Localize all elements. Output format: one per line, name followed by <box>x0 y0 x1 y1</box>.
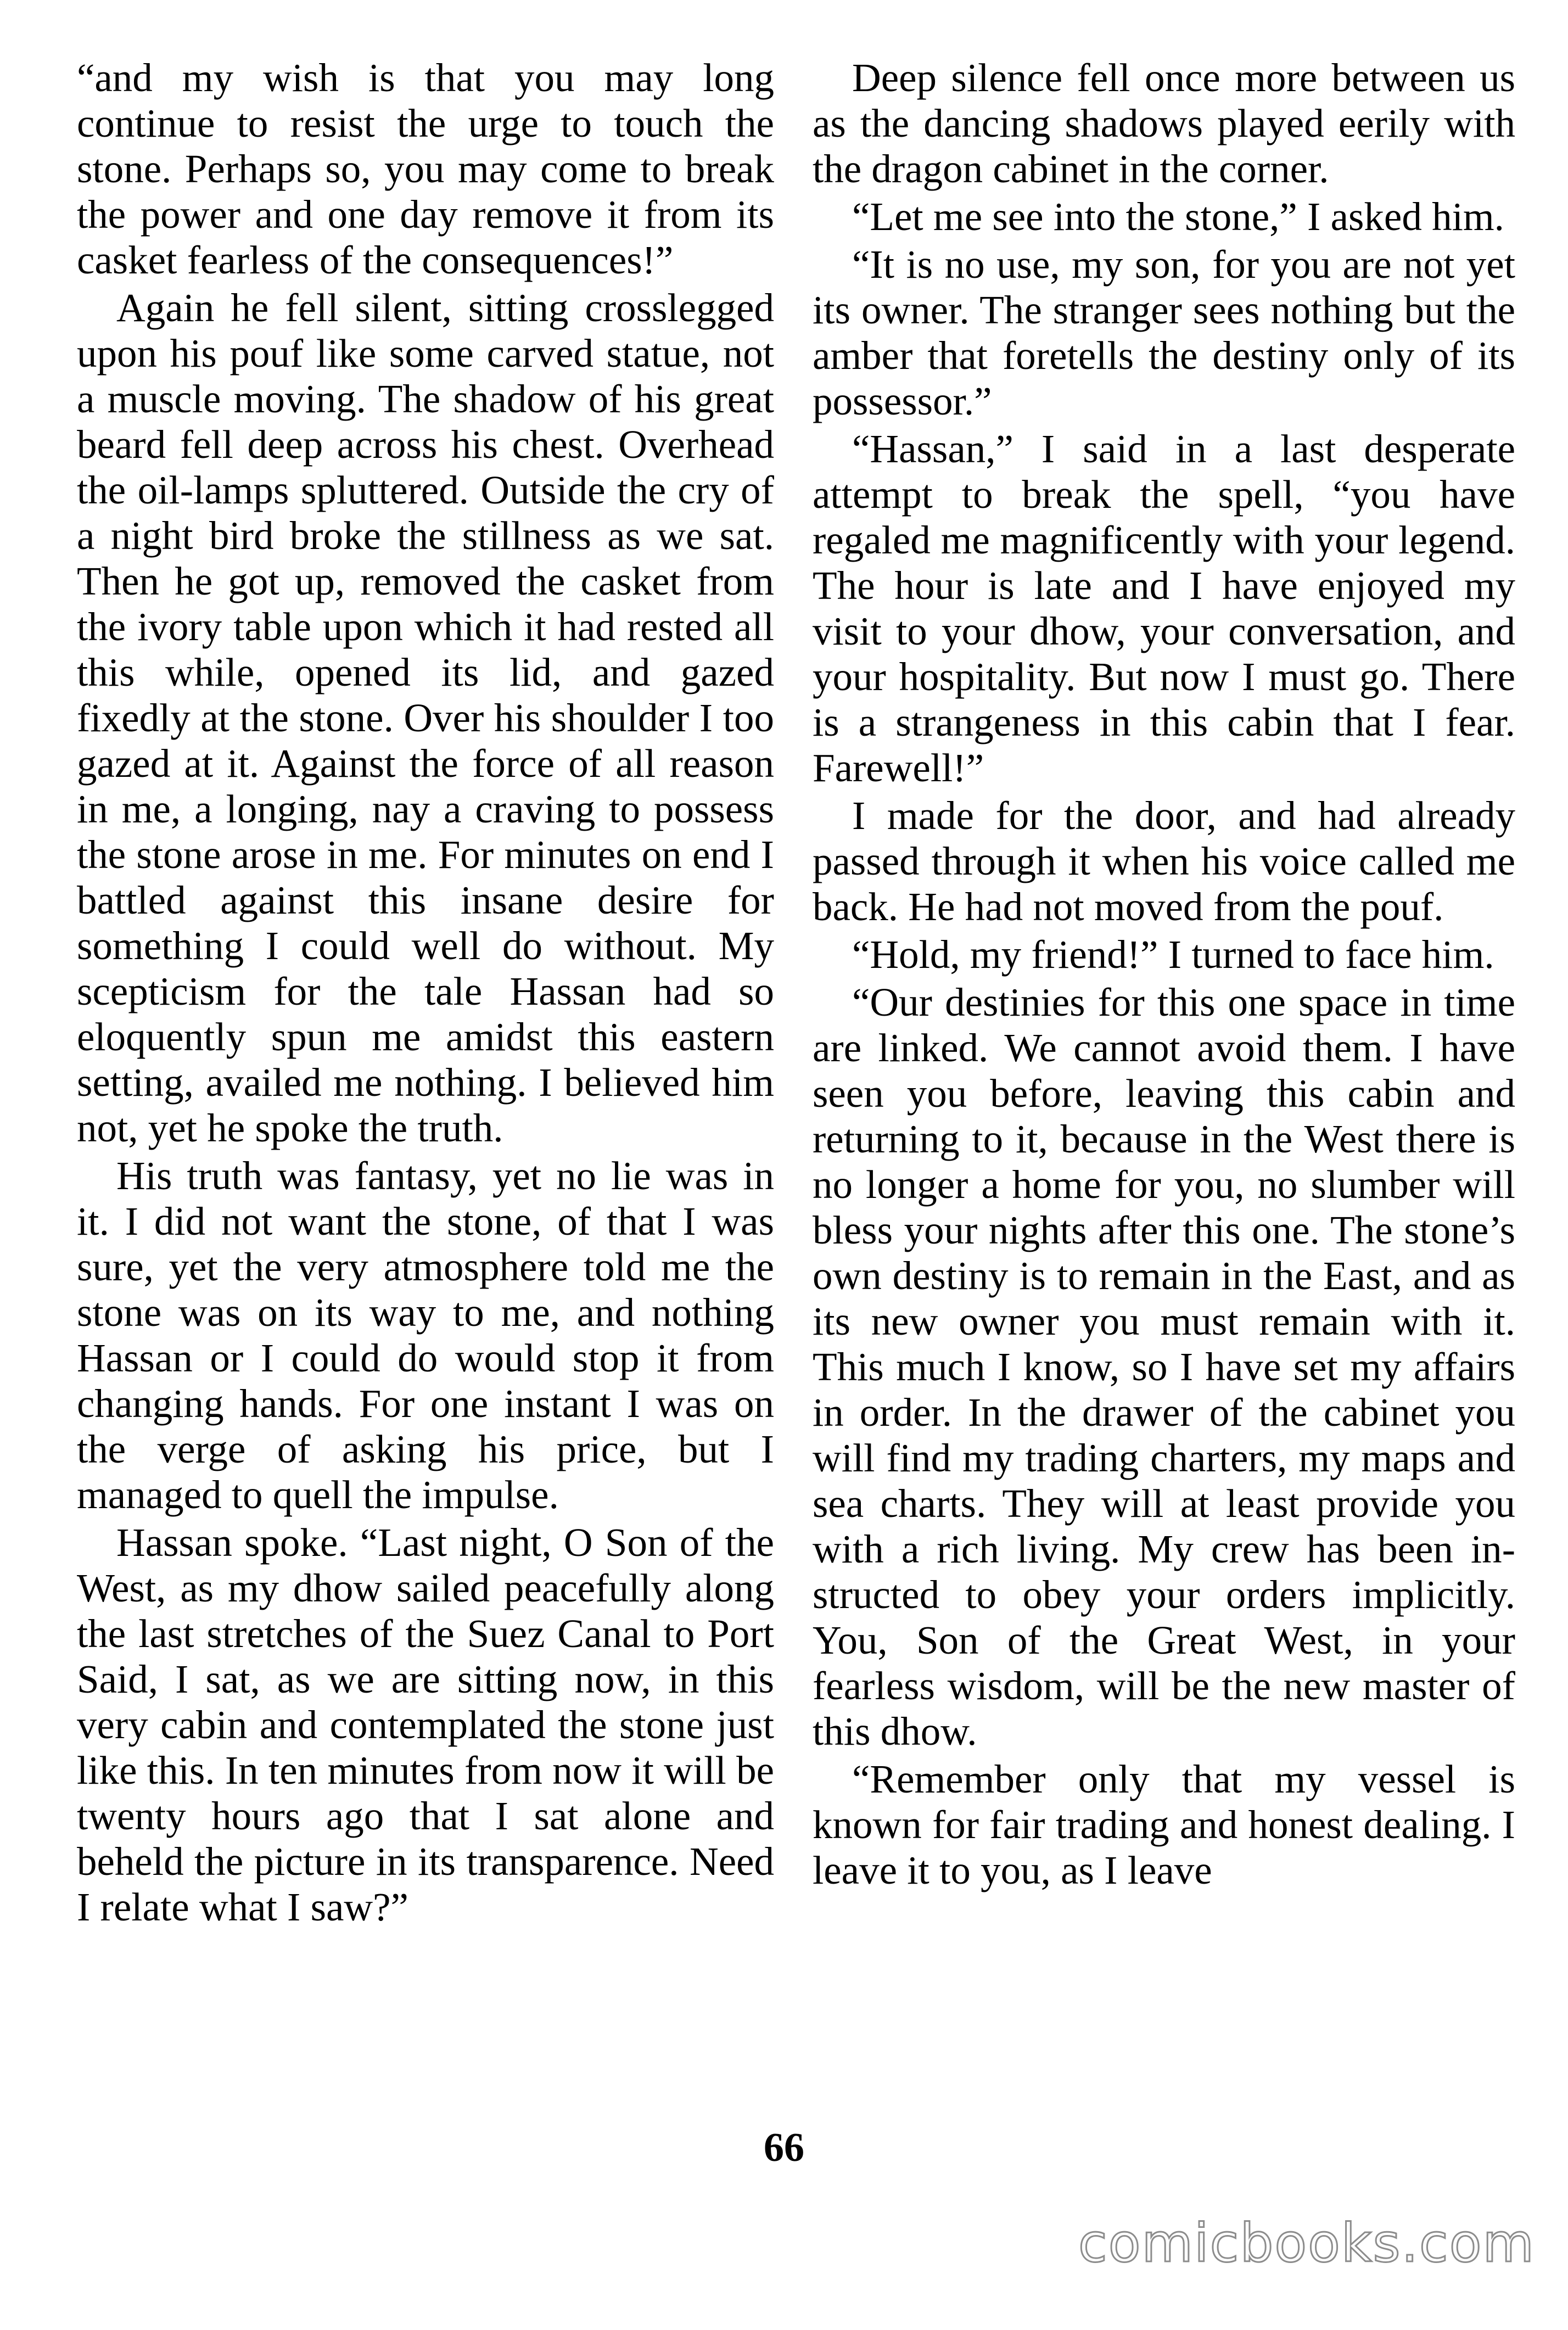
paragraph: “Hold, my friend!” I turned to face him. <box>852 932 1494 977</box>
paragraph: His truth was fantasy, yet no lie was in it. I did not want the stone, of that I was sure, yet the very atmosphere told me the stone was on its way to me, and nothing Hassan or I could do would stop it from changing hands. For one instant I was on the verge of asking his price, but I managed to quell the impulse. <box>77 1153 774 1517</box>
paragraph: Deep silence fell once more between us as the dancing shadows played eerily with the dragon cabinet in the corner. <box>813 55 1515 191</box>
paragraph: Hassan spoke. “Last night, O Son of the West, as my dhow sailed peacefully along the last stretches of the Suez Canal to Port Said, I sat, as we are sitting now, in this very cabin and contemplated the stone just like this. In ten minutes from now it will be twenty hours ago that I sat alone and beheld the picture in its transparence. Need I relate what I saw?” <box>77 1520 774 1929</box>
watermark: comicbooks.com <box>1078 2213 1535 2274</box>
paragraph: “Remember only that my vessel is known for fair trading and honest dealing. I leave it to you, as I leave <box>813 1757 1515 1892</box>
left-text-column <box>77 55 774 1930</box>
page-number: 66 <box>764 2125 804 2170</box>
paragraph: “Let me see into the stone,” I asked him. <box>852 194 1504 239</box>
right-text-column <box>813 55 1515 1893</box>
paragraph: I made for the door, and had already passed through it when his voice called me back. He had not moved from the pouf. <box>813 793 1515 929</box>
paragraph: “Our destinies for this one space in time are linked. We cannot avoid them. I have seen you before, leaving this cabin and returning to it, because in the West there is no longer a home for you, no slumber will bless your nights after this one. The stone’s own destiny is to remain in the East, and as its new owner you must remain with it. This much I know, so I have set my affairs in order. In the drawer of the cabinet you will find my trading charters, my maps and sea charts. They will at least provide you with a rich living. My crew has been instructed to obey your orders implicitly. You, Son of the Great West, in your fearless wisdom, will be the new master of this dhow. <box>813 980 1515 1754</box>
paragraph: “Hassan,” I said in a last desperate attempt to break the spell, “you have regaled me magnificently with your legend. The hour is late and I have enjoyed my visit to your dhow, your conversation, and your hospitality. But now I must go. There is a strangeness in this cabin that I fear. Farewell!” <box>813 427 1515 790</box>
paragraph: “It is no use, my son, for you are not yet its owner. The stranger sees nothing but the amber that foretells the destiny only of its possessor.” <box>813 242 1515 423</box>
paragraph: Again he fell silent, sitting crosslegged upon his pouf like some carved statue, not a muscle moving. The shadow of his great beard fell deep across his chest. Overhead the oil-lamps spluttered. Outside the cry of a night bird broke the stillness as we sat. Then he got up, removed the casket from the ivory table upon which it had rested all this while, opened its lid, and gazed fixedly at the stone. Over his shoulder I too gazed at it. Against the force of all reason in me, a longing, nay a craving to possess the stone arose in me. For minutes on end I battled against this insane desire for something I could well do without. My scepticism for the tale Hassan had so eloquently spun me amidst this eastern setting, availed me nothing. I believed him not, yet he spoke the truth. <box>77 285 774 1150</box>
paragraph: “and my wish is that you may long continue to resist the urge to touch the stone. Perhaps so, you may come to break the power and one day remove it from its casket fearless of the consequences!” <box>77 55 774 282</box>
